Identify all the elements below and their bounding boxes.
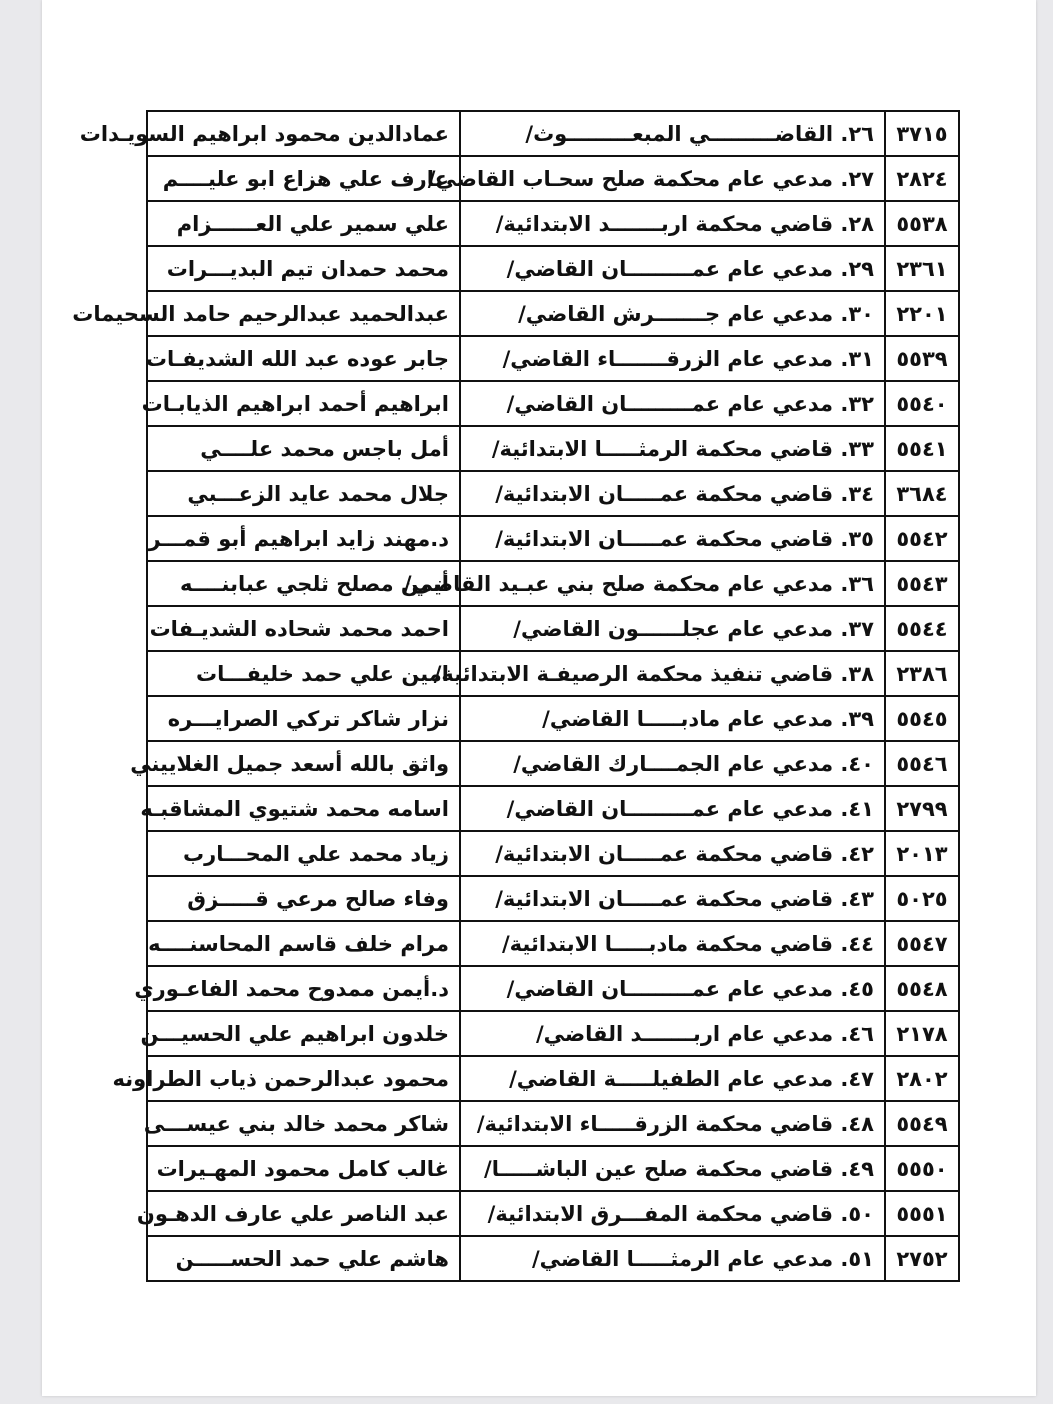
judge-name-cell: أيمن مصلح ثلجي عبابنــــه (147, 561, 460, 606)
judge-name-cell: محمد حمدان تيم البديـــرات (147, 246, 460, 291)
table-row (147, 876, 959, 921)
judge-name-cell: وفاء صالح مرعي قـــــزق (147, 876, 460, 921)
row-number-cell: ٣٦٨٤ (885, 471, 959, 516)
position-cell: ٤٩. قاضي محكمة صلح عين الباشـــــا/ (460, 1146, 885, 1191)
table-row (147, 561, 959, 606)
judge-name-cell: جابر عوده عبد الله الشديفـات (147, 336, 460, 381)
judge-name-cell: شاكر محمد خالد بني عيســـى (147, 1101, 460, 1146)
row-number-cell: ٥٥٤٥ (885, 696, 959, 741)
position-cell: ٣٦. مدعي عام محكمة صلح بني عبـيد القاضي/ (460, 561, 885, 606)
position-cell: ٤٦. مدعي عام اربـــــــد القاضي/ (460, 1011, 885, 1056)
document-page (42, 0, 1036, 1396)
judge-name-cell: جلال محمد عايد الزعـــبي (147, 471, 460, 516)
table-row (147, 606, 959, 651)
judge-name-cell: ابراهيم أحمد ابراهيم الذيابـات (147, 381, 460, 426)
table-row (147, 156, 959, 201)
table-row (147, 651, 959, 696)
row-number-cell: ٥٥٥١ (885, 1191, 959, 1236)
judge-name-cell: واثق بالله أسعد جميل الغلاييني (147, 741, 460, 786)
position-cell: ٣٨. قاضي تنفيذ محكمة الرصيفـة الابتدائية/ (460, 651, 885, 696)
table-row (147, 426, 959, 471)
position-cell: ٢٩. مدعي عام عمـــــــــان القاضي/ (460, 246, 885, 291)
judge-name-cell: زياد محمد علي المحـــارب (147, 831, 460, 876)
row-number-cell: ٢٣٦١ (885, 246, 959, 291)
judge-name-cell: عارف علي هزاع ابو عليــــم (147, 156, 460, 201)
table-row (147, 471, 959, 516)
position-cell: ٣٣. قاضي محكمة الرمثـــــا الابتدائية/ (460, 426, 885, 471)
table-row (147, 831, 959, 876)
row-number-cell: ٥٥٤٨ (885, 966, 959, 1011)
judge-name-cell: غالب كامل محمود المهـيرات (147, 1146, 460, 1191)
position-cell: ٣٧. مدعي عام عجلــــــون القاضي/ (460, 606, 885, 651)
table-row (147, 1236, 959, 1281)
table-row (147, 966, 959, 1011)
table-row (147, 1011, 959, 1056)
judge-name-cell: علي سمير علي العــــــزام (147, 201, 460, 246)
judge-name-cell: عبد الناصر علي عارف الدهـون (147, 1191, 460, 1236)
position-cell: ٣٢. مدعي عام عمـــــــــان القاضي/ (460, 381, 885, 426)
position-cell: ٤١. مدعي عام عمـــــــــان القاضي/ (460, 786, 885, 831)
position-cell: ٥١. مدعي عام الرمثـــــا القاضي/ (460, 1236, 885, 1281)
position-cell: ٤٥. مدعي عام عمـــــــــان القاضي/ (460, 966, 885, 1011)
position-cell: ٢٨. قاضي محكمة اربـــــــد الابتدائية/ (460, 201, 885, 246)
judge-name-cell: عبدالحميد عبدالرحيم حامد السحيمات (147, 291, 460, 336)
table-row (147, 1191, 959, 1236)
position-cell: ٤٨. قاضي محكمة الزرقـــــاء الابتدائية/ (460, 1101, 885, 1146)
table-row (147, 201, 959, 246)
table-row (147, 696, 959, 741)
judge-name-cell: د.أيمن ممدوح محمد الفاعـوري (147, 966, 460, 1011)
row-number-cell: ٢٢٠١ (885, 291, 959, 336)
table-row (147, 741, 959, 786)
position-cell: ٤٧. مدعي عام الطفيلـــــة القاضي/ (460, 1056, 885, 1101)
table-row (147, 921, 959, 966)
table-row (147, 1146, 959, 1191)
row-number-cell: ٥٥٤٩ (885, 1101, 959, 1146)
row-number-cell: ٢١٧٨ (885, 1011, 959, 1056)
judge-name-cell: خلدون ابراهيم علي الحسيـــن (147, 1011, 460, 1056)
table-row (147, 1056, 959, 1101)
row-number-cell: ٥٥٣٨ (885, 201, 959, 246)
row-number-cell: ٣٧١٥ (885, 111, 959, 156)
judge-name-cell: نزار شاكر تركي الصرايـــره (147, 696, 460, 741)
judge-name-cell: مرام خلف قاسم المحاسنــــه (147, 921, 460, 966)
row-number-cell: ٢٨٠٢ (885, 1056, 959, 1101)
row-number-cell: ٢٠١٣ (885, 831, 959, 876)
row-number-cell: ٢٣٨٦ (885, 651, 959, 696)
position-cell: ٢٧. مدعي عام محكمة صلح سحـاب القاضي/ (460, 156, 885, 201)
judge-name-cell: أمل باجس محمد علــــي (147, 426, 460, 471)
position-cell: ٥٠. قاضي محكمة المفـــرق الابتدائية/ (460, 1191, 885, 1236)
judges-table-body (72, 111, 959, 1281)
row-number-cell: ٥٥٤٧ (885, 921, 959, 966)
row-number-cell: ٥٥٤٤ (885, 606, 959, 651)
judge-name-cell: امين علي حمد خليفـــات (147, 651, 460, 696)
position-cell: ٣١. مدعي عام الزرقـــــــاء القاضي/ (460, 336, 885, 381)
row-number-cell: ٥٥٣٩ (885, 336, 959, 381)
row-number-cell: ٥٥٤٢ (885, 516, 959, 561)
row-number-cell: ٥٠٢٥ (885, 876, 959, 921)
table-row (147, 246, 959, 291)
table-row (147, 336, 959, 381)
position-cell: ٢٦. القاضـــــــــي المبعـــــــــوث/ (460, 111, 885, 156)
table-row (147, 111, 959, 156)
position-cell: ٣٥. قاضي محكمة عمـــــان الابتدائية/ (460, 516, 885, 561)
table-row (147, 1101, 959, 1146)
position-cell: ٤٤. قاضي محكمة مادبـــــا الابتدائية/ (460, 921, 885, 966)
row-number-cell: ٥٥٤٣ (885, 561, 959, 606)
table-row (147, 291, 959, 336)
table-row (147, 516, 959, 561)
row-number-cell: ٥٥٤١ (885, 426, 959, 471)
position-cell: ٤٠. مدعي عام الجمــــارك القاضي/ (460, 741, 885, 786)
judge-name-cell: د.مهند زايد ابراهيم أبو قمـــر (147, 516, 460, 561)
position-cell: ٤٢. قاضي محكمة عمـــــان الابتدائية/ (460, 831, 885, 876)
table-row (147, 381, 959, 426)
judge-name-cell: عمادالدين محمود ابراهيم السويـدات (147, 111, 460, 156)
row-number-cell: ٢٨٢٤ (885, 156, 959, 201)
row-number-cell: ٥٥٥٠ (885, 1146, 959, 1191)
row-number-cell: ٥٥٤٦ (885, 741, 959, 786)
position-cell: ٤٣. قاضي محكمة عمـــــان الابتدائية/ (460, 876, 885, 921)
table-row (147, 786, 959, 831)
row-number-cell: ٥٥٤٠ (885, 381, 959, 426)
position-cell: ٣٠. مدعي عام جـــــــرش القاضي/ (460, 291, 885, 336)
judge-name-cell: احمد محمد شحاده الشديـفات (147, 606, 460, 651)
judge-name-cell: محمود عبدالرحمن ذياب الطراونه (147, 1056, 460, 1101)
judges-table (72, 110, 960, 1282)
row-number-cell: ٢٧٥٢ (885, 1236, 959, 1281)
position-cell: ٣٤. قاضي محكمة عمـــــان الابتدائية/ (460, 471, 885, 516)
judge-name-cell: هاشم علي حمد الحســـــن (147, 1236, 460, 1281)
row-number-cell: ٢٧٩٩ (885, 786, 959, 831)
position-cell: ٣٩. مدعي عام مادبـــــا القاضي/ (460, 696, 885, 741)
judge-name-cell: اسامه محمد شتيوي المشاقبـه (147, 786, 460, 831)
